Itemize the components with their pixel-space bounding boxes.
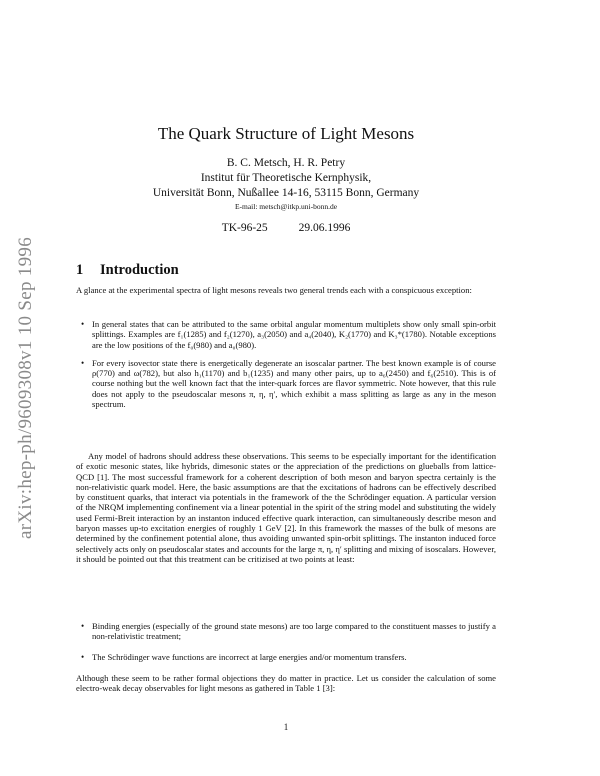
report-number: TK-96-25 [221,222,268,234]
authors: B. C. Metsch, H. R. Petry [226,157,346,169]
report-meta [76,222,496,234]
page-number: 1 [283,722,289,732]
closing-paragraph: Although these seem to be rather formal objections they do matter in practice. Let us consider the calculation of some electro-weak decay observables for light mesons as gathered in Table 1 [3]: [76,673,496,694]
arxiv-sidebar-stamp [6,198,46,578]
author-block [76,156,496,201]
intro-paragraph: A glance at the experimental spectra of light mesons reveals two general trends each with a conspicuous exception: [76,285,472,295]
objection-list [76,621,496,662]
list-item: • The Schrödinger wave functions are incorrect at large energies and/or momentum transfers. [76,652,496,662]
institute: Institut für Theoretische Kernphysik, [200,172,372,184]
list-item: • Binding energies (especially of the ground state mesons) are too large compared to the constituent masses to justify a non-relativistic treatment; [76,621,496,642]
author-email: E-mail: metsch@itkp.uni-bonn.de [234,202,338,211]
address: Universität Bonn, Nußallee 14-16, 53115 Bonn, Germany [152,187,420,199]
main-paragraph: Any model of hadrons should address these observations. This seems to be especially important for the identification of exotic mesonic states, like hybrids, dimesonic states or the appreciation of the predictions on glueballs from lattice-QCD [1]. The most successful framework for a coherent description of both meson and baryon spectra certainly is the non-relativistic quark model. Here, the basic assumptions are that the excitations of hadrons can be effectively described by constituent quarks, that interact via potentials in the framework of the the Schrödinger equation. A particular version of the NRQM implementing confinement via a linear potential in the spirit of the string model and substituting the widely used Fermi-Breit interaction by an instanton induced effective quark interaction, can simultaneously describe meson and baryon masses up-to excitation energies of roughly 1 GeV [2]. In this framework the masses of the bulk of mesons are determined by the confinement potential alone, thus avoiding unwanted spin-orbit splittings. The instanton induced force selectively acts only on pseudoscalar states and accounts for the large π, η, η′ splitting and mixing of isoscalars. However, it should be pointed out that this treatment can be critizised at two points at least: [76,451,496,564]
list-item: • In general states that can be attributed to the same orbital angular momentum multiplets show only small spin-orbit splittings. Examples are f₁(1285) and f₂(1270), a₃(2050) and a₄(2040), K₂(1770) and K₃*(1780). Notable exceptions are the low positions of the f₀(980) and a₀(980). [76,319,496,350]
section-number: 1 [76,262,84,278]
arxiv-identifier: arXiv:hep-ph/9609308v1 10 Sep 1996 [15,236,36,540]
list-item: • For every isovector state there is energetically degenerate an isoscalar partner. The best known example is of course ρ(770) and ω(782), but also h₁(1170) and b₁(1235) and many other pairs, up to a₆(2450) and f₆(2510). This is of course nothing but the well known fact that the inter-quark forces are flavor symmetric. Note however, that this rule does not apply to the pseudoscalar mesons π, η, η′, which exhibit a mass splitting as large as any in the meson spectrum. [76,358,496,409]
trend-list [76,319,496,409]
section-heading [76,262,179,279]
report-date: 29.06.1996 [298,222,351,234]
paper-title: The Quark Structure of Light Mesons [157,124,415,143]
section-title: Introduction [100,262,179,278]
